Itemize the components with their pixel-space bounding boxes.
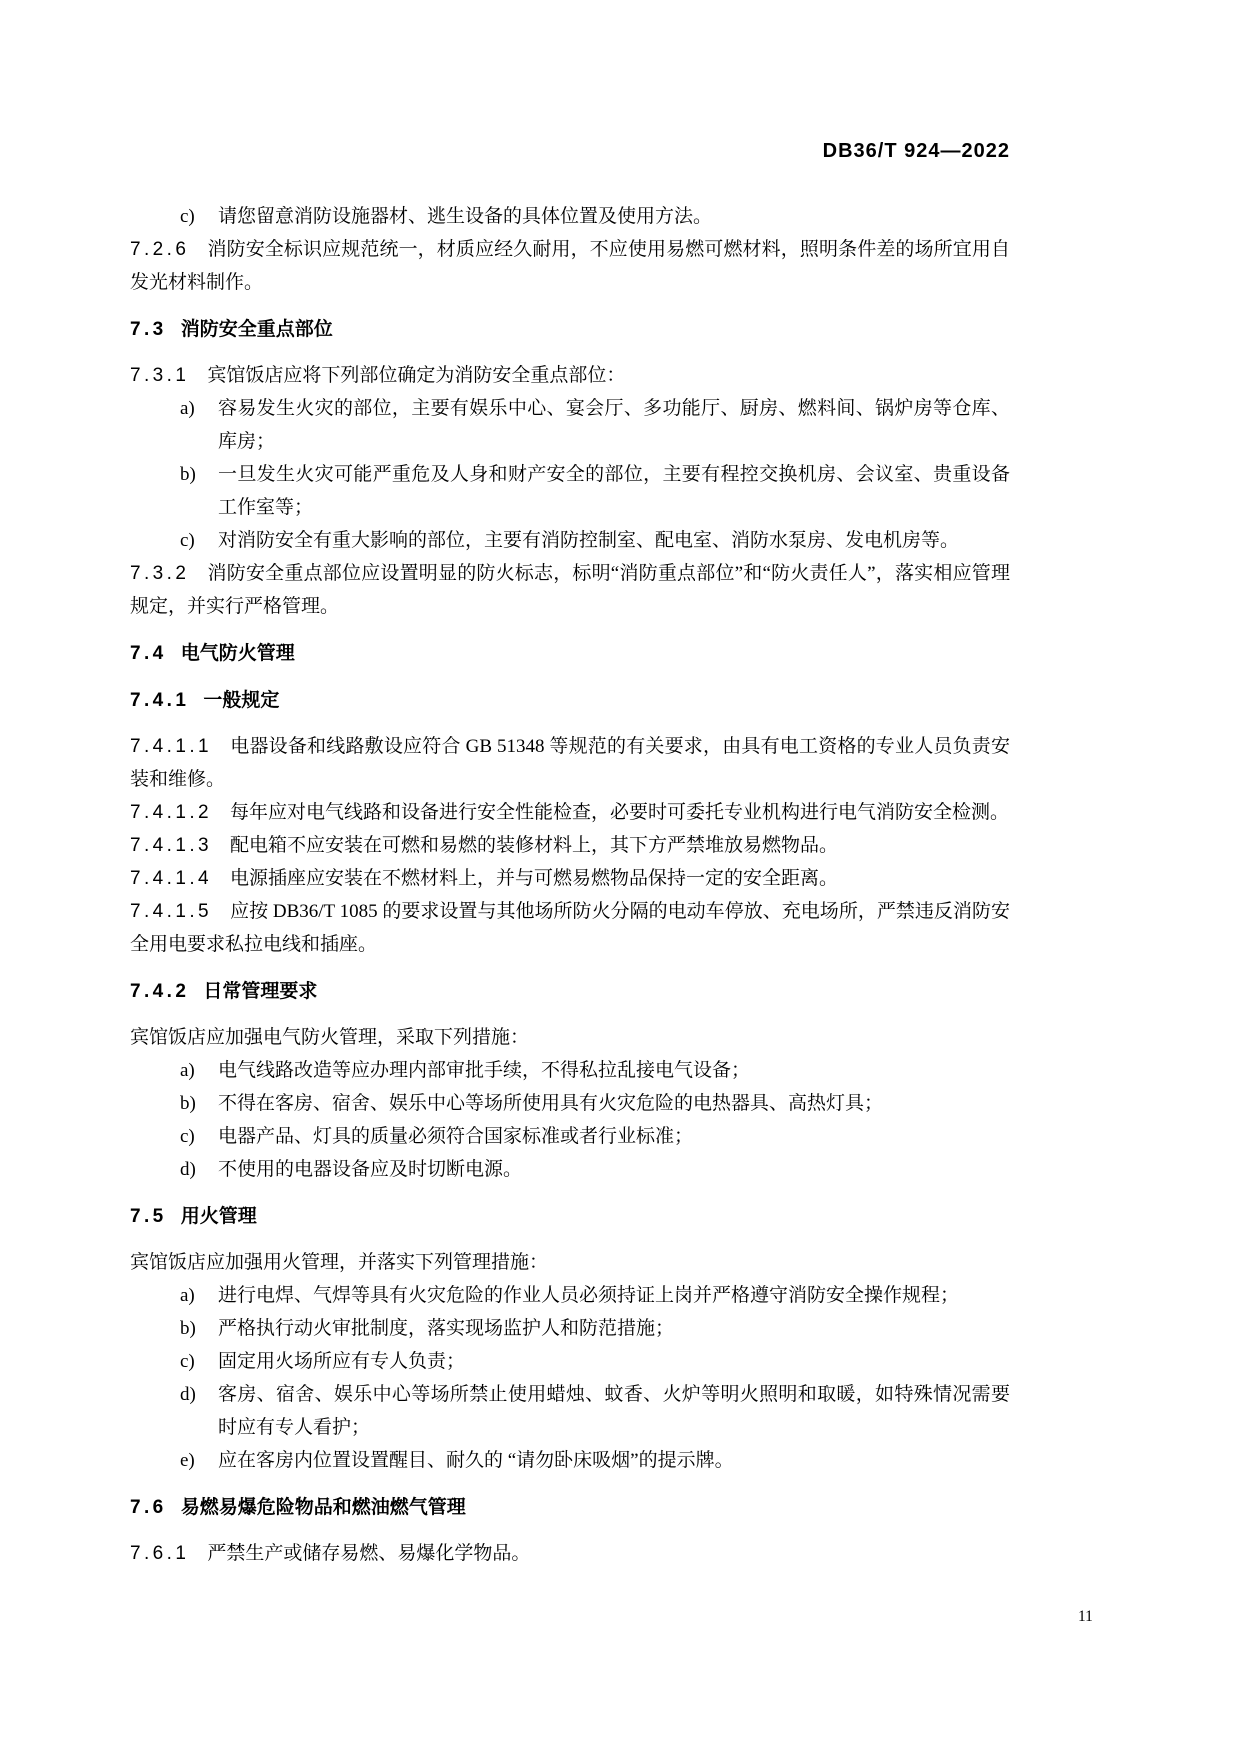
clause-7-4-1-2 <box>130 796 1010 829</box>
list-item <box>130 458 1010 524</box>
section-heading-7-6 <box>130 1491 1010 1524</box>
section-heading-7-3 <box>130 313 1010 346</box>
clause-text: 宾馆饭店应将下列部位确定为消防安全重点部位： <box>207 365 626 386</box>
list-item-text: 进行电焊、气焊等具有火灾危险的作业人员必须持证上岗并严格遵守消防安全操作规程； <box>218 1285 960 1306</box>
heading-number: 7.4.2 <box>130 981 190 1002</box>
list-item-marker: b) <box>180 1318 196 1339</box>
lead-paragraph: 宾馆饭店应加强用火管理，并落实下列管理措施： <box>130 1252 549 1273</box>
list-item-marker: e) <box>180 1450 195 1471</box>
list-item-marker: b) <box>180 1093 196 1114</box>
clause-7-4-1-4 <box>130 862 1010 895</box>
list-item <box>130 1378 1010 1444</box>
heading-number: 7.4.1 <box>130 690 190 711</box>
list-item-marker: a) <box>180 1285 195 1306</box>
list-item-text: 客房、宿舍、娱乐中心等场所禁止使用蜡烛、蚊香、火炉等明火照明和取暖，如特殊情况需要时应有专人看护； <box>218 1384 1010 1438</box>
clause-7-2-6 <box>130 233 1010 299</box>
clause-7-4-1-3 <box>130 829 1010 862</box>
clause-number: 7.4.1.4 <box>130 868 213 889</box>
list-item <box>130 1153 1010 1186</box>
clause-7-4-1-1 <box>130 730 1010 796</box>
clause-number: 7.3.1 <box>130 365 190 386</box>
clause-text: 电源插座应安装在不燃材料上，并与可燃易燃物品保持一定的安全距离。 <box>230 868 839 889</box>
heading-title: 一般规定 <box>203 690 280 711</box>
list-item-text: 请您留意消防设施器材、逃生设备的具体位置及使用方法。 <box>218 206 713 227</box>
list-item-marker: c) <box>180 1126 195 1147</box>
clause-number: 7.2.6 <box>130 239 190 260</box>
clause-number: 7.6.1 <box>130 1543 190 1564</box>
heading-title: 用火管理 <box>180 1206 257 1227</box>
page-content <box>130 138 1010 1570</box>
list-item-text: 容易发生火灾的部位，主要有娱乐中心、宴会厅、多功能厅、厨房、燃料间、锅炉房等仓库、库房； <box>218 398 1010 452</box>
section-heading-7-4 <box>130 637 1010 670</box>
clause-number: 7.4.1.5 <box>130 901 213 922</box>
list-item <box>130 1120 1010 1153</box>
section-heading-7-4-1 <box>130 684 1010 717</box>
list-item-text: 固定用火场所应有专人负责； <box>218 1351 466 1372</box>
clause-number: 7.3.2 <box>130 563 190 584</box>
list-item <box>130 1345 1010 1378</box>
clause-text: 每年应对电气线路和设备进行安全性能检查，必要时可委托专业机构进行电气消防安全检测。 <box>230 802 1010 823</box>
list-item <box>130 524 1010 557</box>
clause-text: 配电箱不应安装在可燃和易燃的装修材料上，其下方严禁堆放易燃物品。 <box>230 835 839 856</box>
list-item-text: 对消防安全有重大影响的部位，主要有消防控制室、配电室、消防水泵房、发电机房等。 <box>218 530 960 551</box>
heading-number: 7.5 <box>130 1206 167 1227</box>
list-item-marker: b) <box>180 464 196 485</box>
list-item-marker: d) <box>180 1384 196 1405</box>
clause-text: 消防安全标识应规范统一，材质应经久耐用，不应使用易燃可燃材料，照明条件差的场所宜用自发光材料制作。 <box>130 239 1010 293</box>
list-item-text: 不使用的电器设备应及时切断电源。 <box>218 1159 523 1180</box>
clause-7-3-2 <box>130 557 1010 623</box>
list-item-text: 严格执行动火审批制度，落实现场监护人和防范措施； <box>218 1318 675 1339</box>
list-item-text: 电器产品、灯具的质量必须符合国家标准或者行业标准； <box>218 1126 694 1147</box>
list-item-marker: c) <box>180 1351 195 1372</box>
clause-text: 严禁生产或储存易燃、易爆化学物品。 <box>207 1543 531 1564</box>
clause-number: 7.4.1.3 <box>130 835 213 856</box>
clause-7-4-1-5 <box>130 895 1010 961</box>
list-item-marker: c) <box>180 530 195 551</box>
list-item-text: 一旦发生火灾可能严重危及人身和财产安全的部位，主要有程控交换机房、会议室、贵重设备工作室等； <box>218 464 1010 518</box>
heading-number: 7.4 <box>130 643 167 664</box>
list-item-marker: a) <box>180 1060 195 1081</box>
clause-text: 消防安全重点部位应设置明显的防火标志，标明“消防重点部位”和“防火责任人”，落实相应管理规定，并实行严格管理。 <box>130 563 1010 617</box>
list-item <box>130 1279 1010 1312</box>
list-item <box>130 1312 1010 1345</box>
list-item-text: 应在客房内位置设置醒目、耐久的 “请勿卧床吸烟”的提示牌。 <box>218 1450 734 1471</box>
clause-text: 应按 DB36/T 1085 的要求设置与其他场所防火分隔的电动车停放、充电场所，严禁违反消防安全用电要求私拉电线和插座。 <box>130 901 1010 955</box>
lead-paragraph: 宾馆饭店应加强电气防火管理，采取下列措施： <box>130 1027 530 1048</box>
heading-number: 7.6 <box>130 1497 167 1518</box>
list-item <box>130 200 1010 233</box>
list-item-marker: a) <box>180 398 195 419</box>
list-item-marker: c) <box>180 206 195 227</box>
clause-text: 电器设备和线路敷设应符合 GB 51348 等规范的有关要求，由具有电工资格的专业人员负责安装和维修。 <box>130 736 1010 790</box>
heading-title: 易燃易爆危险物品和燃油燃气管理 <box>180 1497 466 1518</box>
heading-title: 消防安全重点部位 <box>180 319 333 340</box>
list-item <box>130 1054 1010 1087</box>
clause-7-6-1 <box>130 1537 1010 1570</box>
list-item <box>130 392 1010 458</box>
document-code: DB36/T 924—2022 <box>822 140 1010 162</box>
heading-title: 电气防火管理 <box>180 643 295 664</box>
list-item-marker: d) <box>180 1159 196 1180</box>
list-item-text: 电气线路改造等应办理内部审批手续，不得私拉乱接电气设备； <box>218 1060 751 1081</box>
clause-number: 7.4.1.1 <box>130 736 213 757</box>
heading-title: 日常管理要求 <box>203 981 318 1002</box>
section-heading-7-4-2 <box>130 975 1010 1008</box>
section-heading-7-5 <box>130 1200 1010 1233</box>
list-item <box>130 1444 1010 1477</box>
list-item-text: 不得在客房、宿舍、娱乐中心等场所使用具有火灾危险的电热器具、高热灯具； <box>218 1093 884 1114</box>
list-item <box>130 1087 1010 1120</box>
clause-7-3-1 <box>130 359 1010 392</box>
page-number: 11 <box>1078 1608 1093 1625</box>
clause-number: 7.4.1.2 <box>130 802 213 823</box>
heading-number: 7.3 <box>130 319 167 340</box>
